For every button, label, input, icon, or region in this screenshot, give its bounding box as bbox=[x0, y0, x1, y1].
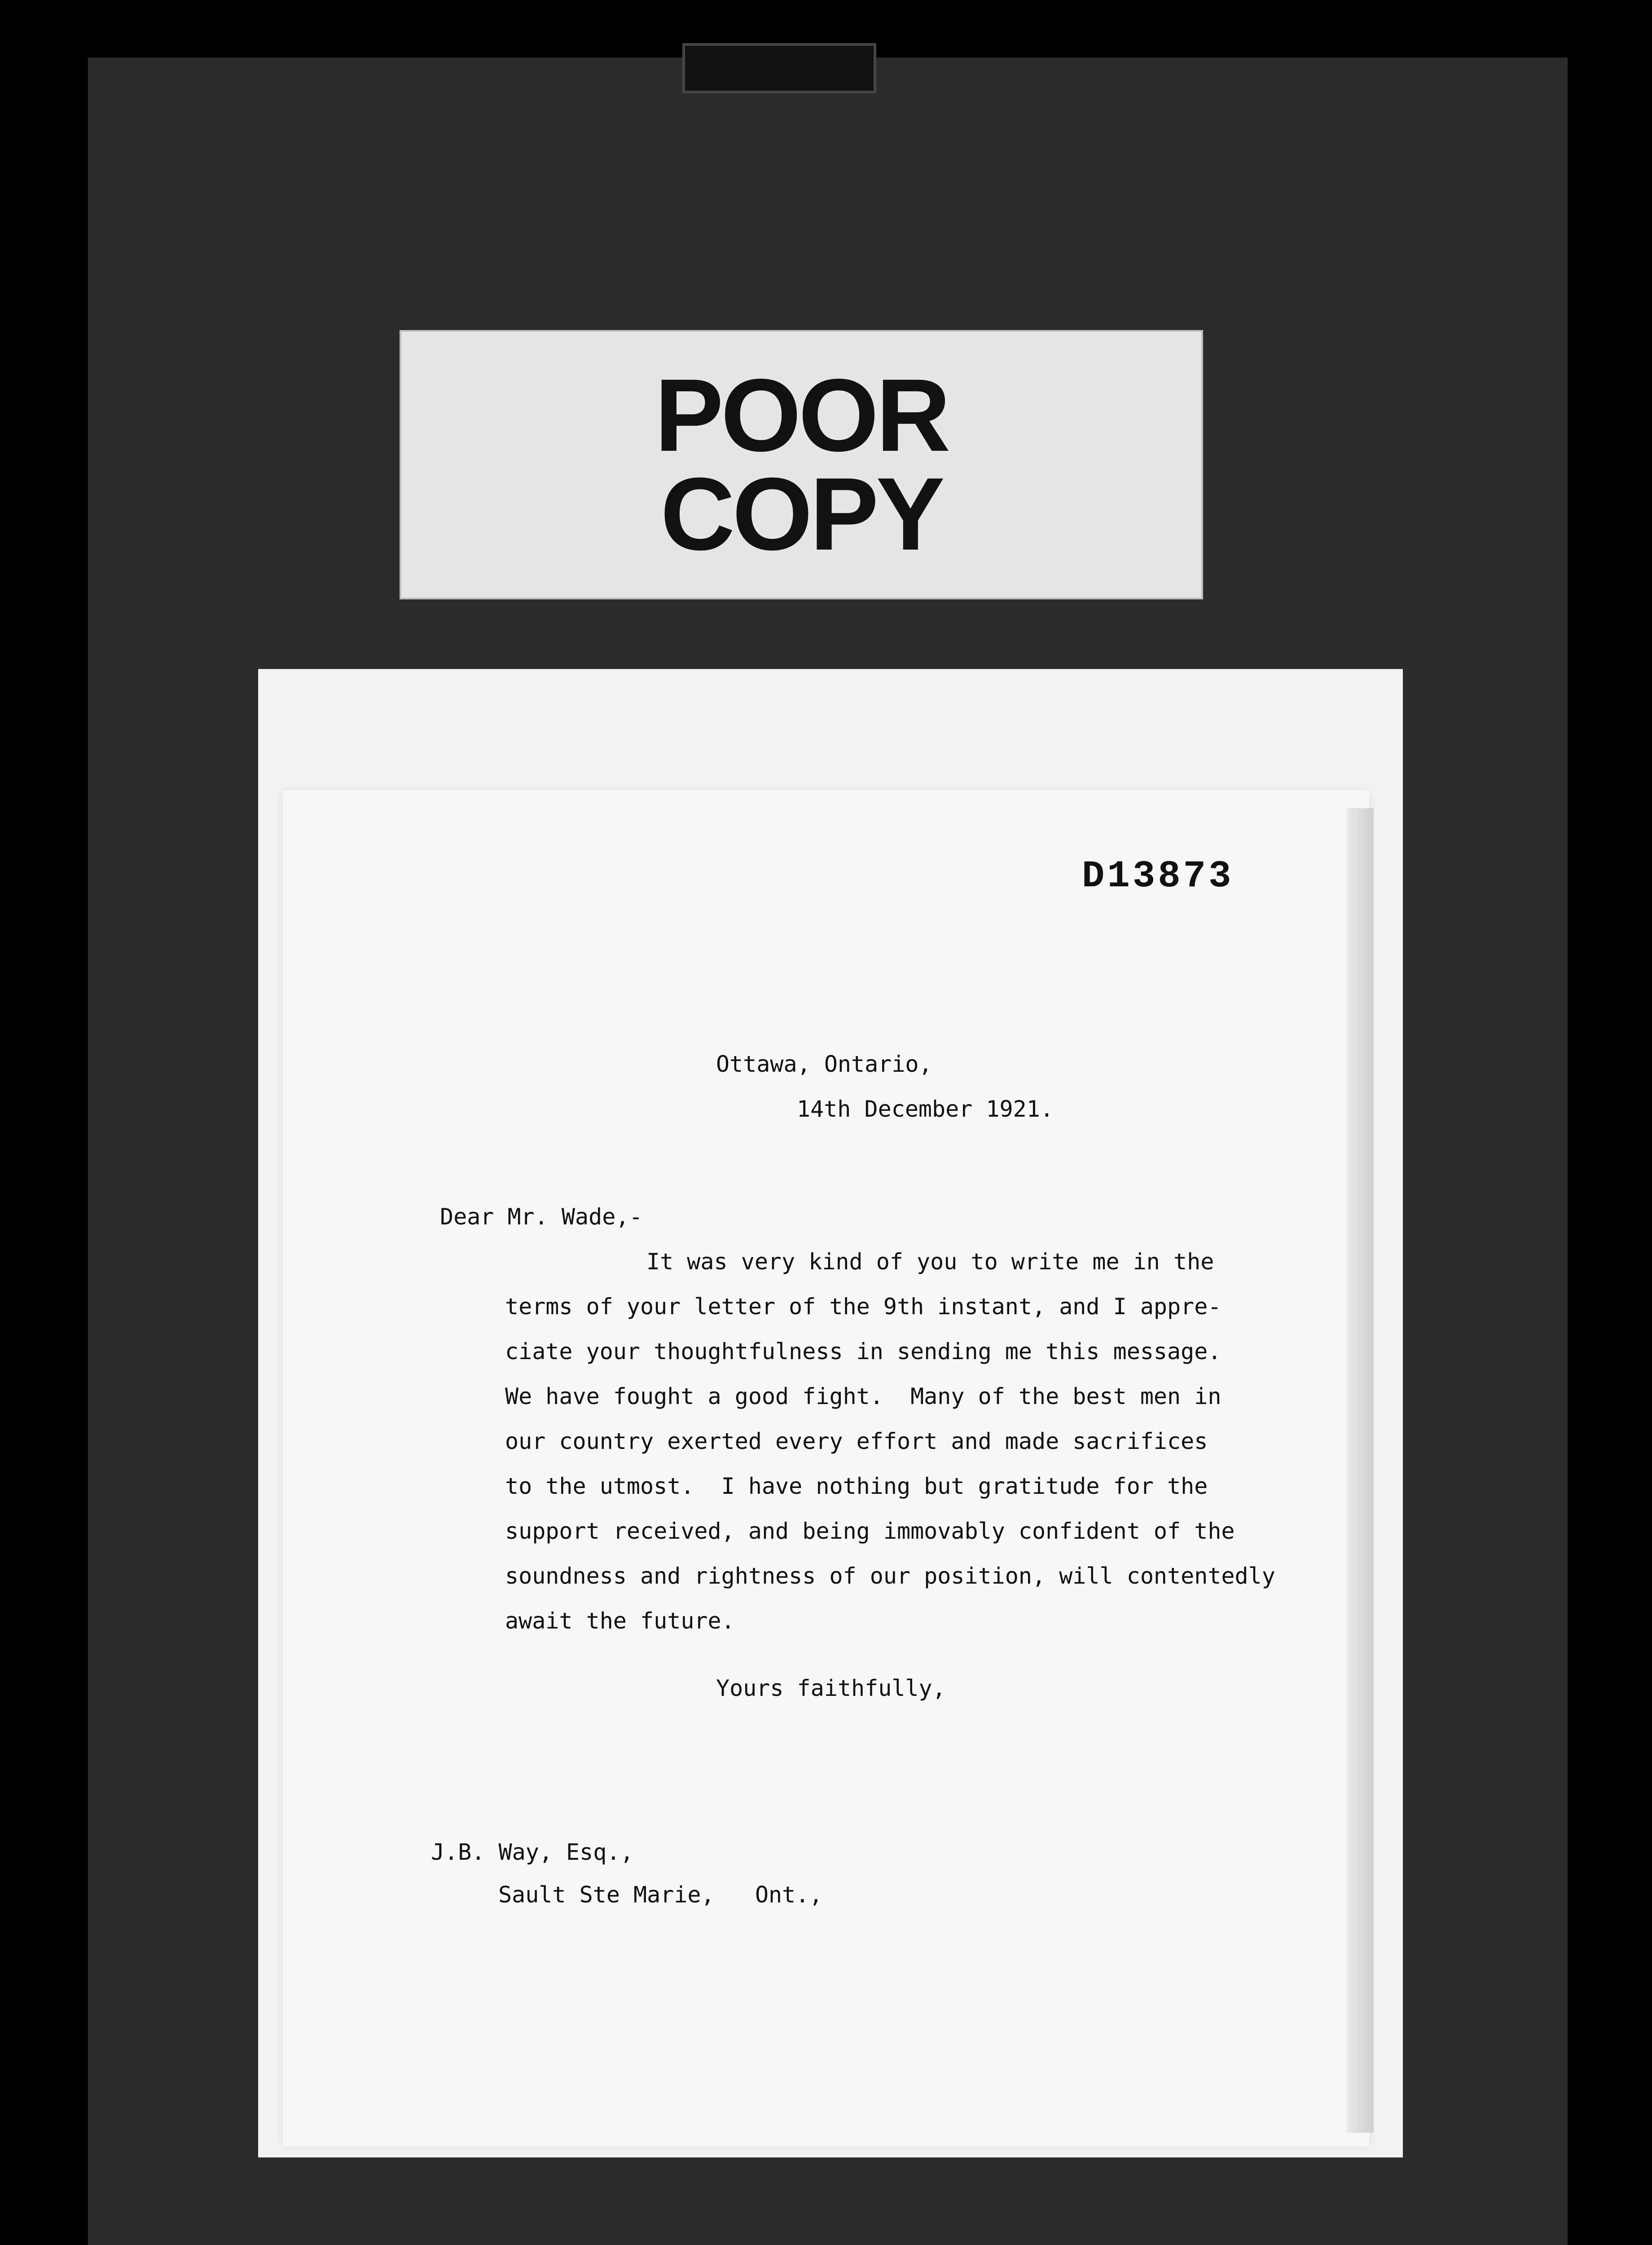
poor-copy-card bbox=[400, 330, 1203, 599]
recipient-location: Sault Ste Marie, Ont., bbox=[498, 1882, 823, 1908]
letter-body-line: soundness and rightness of our position, will contentedly bbox=[505, 1563, 1275, 1589]
poor-copy-line2: COPY bbox=[660, 456, 942, 572]
letter-date: 14th December 1921. bbox=[797, 1096, 1054, 1122]
document-number: D13873 bbox=[1082, 855, 1234, 898]
letter-body-line: ciate your thoughtfulness in sending me this message. bbox=[505, 1338, 1221, 1365]
letter-body-line: terms of your letter of the 9th instant, and I appre- bbox=[505, 1294, 1221, 1320]
letter-salutation: Dear Mr. Wade,- bbox=[440, 1204, 643, 1230]
recipient-name: J.B. Way, Esq., bbox=[431, 1839, 634, 1865]
letter-place: Ottawa, Ontario, bbox=[716, 1051, 932, 1077]
letter-body-line: to the utmost. I have nothing but gratitude for the bbox=[505, 1473, 1208, 1499]
poor-copy-line1: POOR bbox=[655, 357, 948, 473]
letter-page-edge bbox=[1347, 808, 1374, 2133]
letter-body-line: our country exerted every effort and made sacrifices bbox=[505, 1428, 1208, 1454]
letter-body-line: It was very kind of you to write me in the bbox=[646, 1249, 1214, 1275]
letter-body-line: support received, and being immovably confident of the bbox=[505, 1518, 1235, 1544]
letter-body-line: We have fought a good fight. Many of the best men in bbox=[505, 1383, 1221, 1409]
letter-closing: Yours faithfully, bbox=[716, 1675, 946, 1701]
binder-clip bbox=[682, 43, 876, 93]
letter-body-line: await the future. bbox=[505, 1608, 735, 1634]
